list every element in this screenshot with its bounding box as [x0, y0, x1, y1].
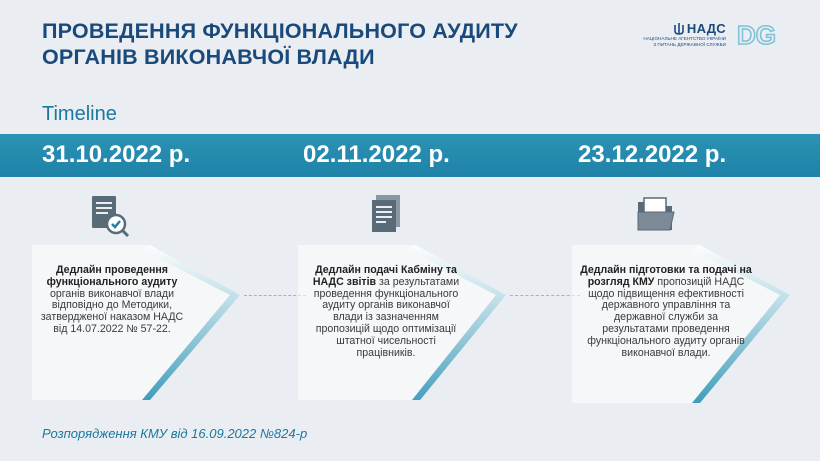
- nads-logo: [643, 21, 726, 47]
- folder-icon: [634, 192, 680, 238]
- trident-icon: [674, 22, 684, 36]
- date-3: 23.12.2022 р.: [578, 141, 727, 168]
- milestone-panel-1: [32, 190, 282, 400]
- nads-subtitle-1: НАЦІОНАЛЬНЕ АГЕНТСТВО УКРАЇНИ: [643, 36, 726, 42]
- timeline-label: Timeline: [42, 103, 117, 125]
- date-1: 31.10.2022 р.: [42, 141, 191, 168]
- title-line-1: ПРОВЕДЕННЯ ФУНКЦІОНАЛЬНОГО АУДИТУ: [42, 19, 518, 43]
- milestone-panel-3: [572, 190, 820, 400]
- milestone-desc-1: органів виконавчої влади відповідно до Методики, затвердженої наказом НАДС від 14.07.2022 № 57-22.: [40, 287, 184, 335]
- milestone-desc-2: за результатами проведення функціонального аудиту органів виконавчої влади із зазначенням пропозицій щодо оптимізації штатної чисельності працівників.: [313, 275, 460, 359]
- milestone-title-3: Дедлайн підготовки та подачі на розгляд КМУ: [580, 264, 752, 288]
- nads-subtitle-2: З ПИТАНЬ ДЕРЖАВНОЇ СЛУЖБИ: [653, 41, 726, 47]
- milestone-desc-3: пропозицій НАДС щодо підвищення ефективності державного управління та державної служби за результатами проведення функціонального аудиту органів виконавчої влади.: [587, 275, 745, 359]
- page-title: [42, 18, 602, 70]
- milestone-text-2: [306, 265, 466, 359]
- milestone-title-2: Дедлайн подачі Кабміну та НАДС звітів: [312, 264, 457, 288]
- documents-icon: [364, 192, 410, 238]
- logos: [643, 20, 782, 48]
- date-2: 02.11.2022 р.: [303, 141, 450, 168]
- dg-logo-text: DG: [737, 20, 776, 48]
- milestone-panel-2: [298, 190, 548, 400]
- dg-logo: [736, 20, 782, 48]
- title-line-2: ОРГАНІВ ВИКОНАВЧОЇ ВЛАДИ: [42, 45, 375, 69]
- milestone-text-3: [580, 265, 752, 359]
- milestone-text-1: [36, 265, 188, 336]
- nads-name: НАДС: [686, 21, 726, 37]
- milestone-title-1: Дедлайн проведення функціонального аудиту: [46, 264, 178, 288]
- document-check-icon: [86, 192, 132, 238]
- footer-note: Розпорядження КМУ від 16.09.2022 №824-р: [42, 426, 308, 441]
